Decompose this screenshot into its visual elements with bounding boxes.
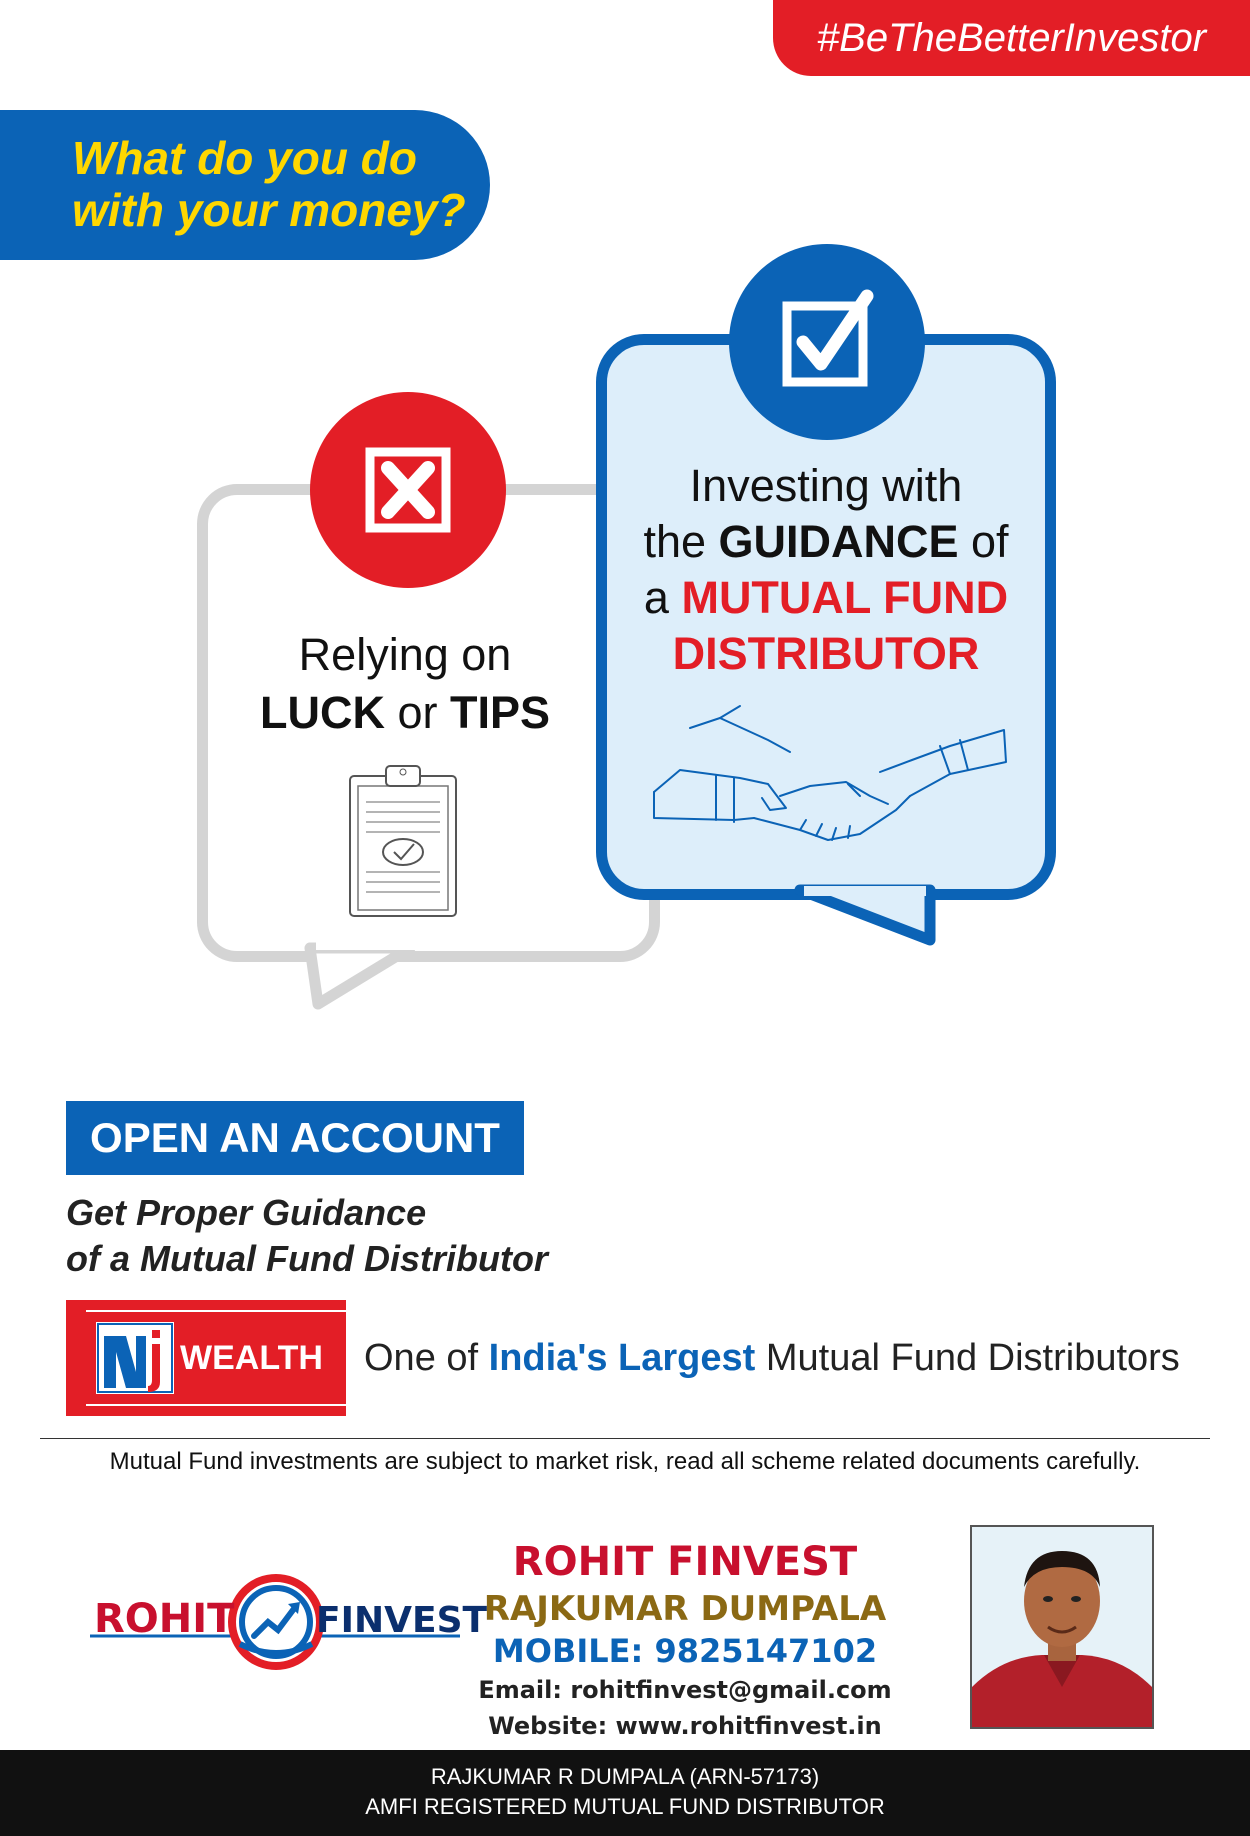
guidance-line-2 bbox=[604, 514, 1048, 570]
guidance-text bbox=[604, 458, 1048, 682]
check-circle bbox=[729, 244, 925, 440]
or-word: or bbox=[384, 687, 450, 738]
x-box-icon bbox=[310, 392, 506, 588]
contact-firm: ROHIT FINVEST bbox=[512, 1539, 858, 1585]
footer-line-2: AMFI REGISTERED MUTUAL FUND DISTRIBUTOR bbox=[365, 1794, 885, 1819]
guidance-word: GUIDANCE bbox=[718, 516, 959, 567]
question-line-2: with your money? bbox=[72, 184, 466, 236]
clipboard-icon bbox=[346, 762, 462, 922]
mutual-fund-word: MUTUAL FUND bbox=[681, 572, 1009, 623]
hashtag-banner: #BeTheBetterInvestor bbox=[773, 0, 1250, 76]
nj-logo-icon bbox=[96, 1322, 174, 1394]
of-word: of bbox=[958, 516, 1009, 567]
largest-distributor-text bbox=[364, 1330, 1180, 1386]
guidance-subtitle-line-1: Get Proper Guidance bbox=[66, 1192, 427, 1233]
luck-line-1: Relying on bbox=[298, 629, 512, 680]
question-line-1: What do you do bbox=[72, 132, 417, 184]
logo-finvest: FINVEST bbox=[316, 1600, 488, 1641]
advisor-avatar bbox=[972, 1527, 1152, 1727]
contact-website: Website: www.rohitfinvest.in bbox=[488, 1712, 882, 1740]
luck-line-2 bbox=[200, 684, 610, 742]
logo-rohit: ROHIT bbox=[94, 1596, 235, 1642]
luck-bubble-tail bbox=[310, 940, 430, 1010]
distributor-word: DISTRIBUTOR bbox=[672, 628, 980, 679]
contact-block bbox=[470, 1536, 900, 1744]
checkbox-icon bbox=[729, 244, 925, 440]
footer bbox=[0, 1750, 1250, 1836]
a-word: a bbox=[643, 572, 682, 623]
handshake-icon bbox=[650, 700, 1010, 860]
luck-text bbox=[200, 626, 610, 742]
nj-wealth-text: WEALTH bbox=[180, 1339, 323, 1377]
divider bbox=[40, 1438, 1210, 1439]
x-circle bbox=[310, 392, 506, 588]
advisor-photo bbox=[970, 1525, 1154, 1729]
guidance-bubble-tail bbox=[800, 886, 940, 966]
largest-suffix: Mutual Fund Distributors bbox=[755, 1337, 1180, 1379]
guidance-line-3 bbox=[604, 570, 1048, 626]
footer-line-1: RAJKUMAR R DUMPALA (ARN-57173) bbox=[430, 1764, 820, 1789]
open-account-button[interactable]: OPEN AN ACCOUNT bbox=[66, 1101, 524, 1175]
contact-mobile: MOBILE: 9825147102 bbox=[492, 1632, 878, 1670]
disclaimer: Mutual Fund investments are subject to market risk, read all scheme related documents carefully. bbox=[109, 1448, 1141, 1475]
nj-logo-mark bbox=[96, 1322, 174, 1394]
guidance-subtitle-line-2: of a Mutual Fund Distributor bbox=[66, 1238, 548, 1279]
nj-top-rule bbox=[86, 1310, 348, 1312]
nj-bottom-rule bbox=[86, 1404, 348, 1406]
luck-word: LUCK bbox=[259, 687, 385, 738]
contact-name: RAJKUMAR DUMPALA bbox=[483, 1589, 887, 1629]
guidance-line-1: Investing with bbox=[689, 460, 963, 511]
tips-word: TIPS bbox=[449, 687, 551, 738]
the-word: the bbox=[643, 516, 719, 567]
contact-email: Email: rohitfinvest@gmail.com bbox=[478, 1676, 892, 1704]
largest-prefix: One of bbox=[364, 1337, 489, 1379]
rohit-finvest-logo bbox=[90, 1570, 488, 1682]
largest-highlight: India's Largest bbox=[488, 1337, 756, 1379]
guidance-subtitle bbox=[66, 1190, 548, 1282]
question-pill bbox=[0, 110, 490, 260]
